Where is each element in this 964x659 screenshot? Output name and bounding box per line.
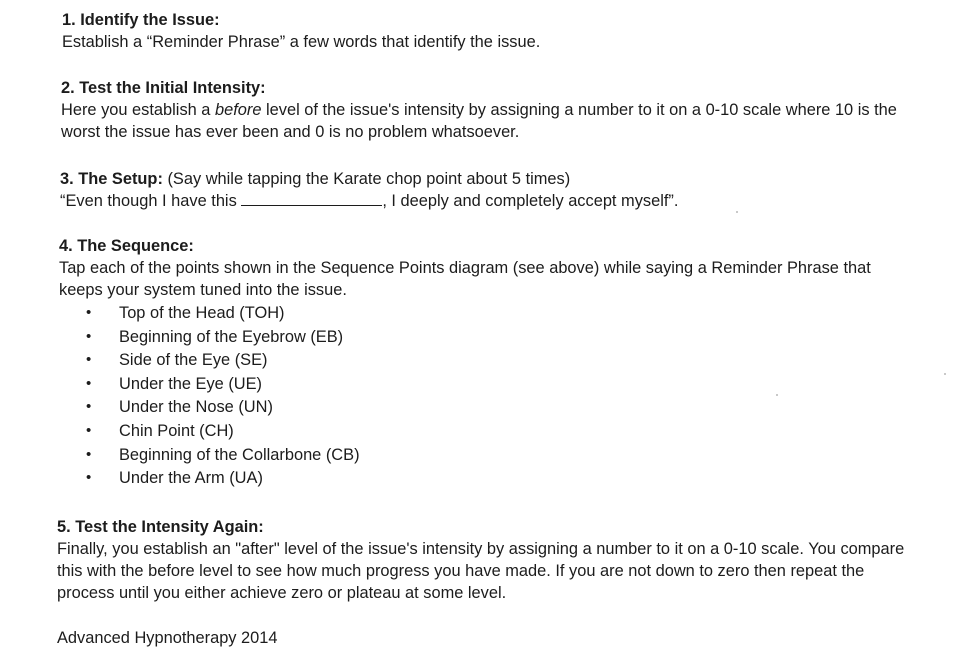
step-1-text: Establish a “Reminder Phrase” a few words that identify the issue. <box>62 33 541 51</box>
step-3-section <box>60 168 678 212</box>
bullet-icon: • <box>86 304 92 321</box>
bullet-icon: • <box>86 374 92 392</box>
bullet-icon: • <box>86 469 92 487</box>
step-5-heading: 5. Test the Intensity Again: <box>57 518 264 536</box>
step-4-text-line-1: Tap each of the points shown in the Sequence Points diagram (see above) while saying a Reminder Phrase that <box>59 259 871 277</box>
step-3-phrase-pre: “Even though I have this <box>60 192 242 210</box>
point-label: Under the Arm (UA) <box>119 469 263 488</box>
point-label: Beginning of the Collarbone (CB) <box>119 445 360 464</box>
bullet-icon: • <box>86 327 92 345</box>
step-5-section <box>57 516 904 604</box>
list-item <box>86 302 871 326</box>
list-item <box>86 467 871 491</box>
footer-text: Advanced Hypnotherapy 2014 <box>57 629 278 647</box>
step-3-heading-line <box>60 168 678 190</box>
scan-speck <box>736 211 738 213</box>
step-3-phrase <box>60 190 678 212</box>
list-item <box>86 444 871 468</box>
point-label: Under the Eye (UE) <box>119 374 263 393</box>
bullet-icon: • <box>86 421 92 439</box>
step-5-text-line-1: Finally, you establish an "after" level of the issue's intensity by assigning a number to it on a 0-10 scale. You compare <box>57 540 905 558</box>
step-4-section <box>59 235 871 491</box>
point-label: Top of the Head (TOH) <box>119 304 285 322</box>
bullet-icon: • <box>86 398 92 416</box>
footer-section <box>57 627 278 649</box>
step-4-text-line-2: keeps your system tuned into the issue. <box>59 281 347 299</box>
list-item <box>86 420 871 444</box>
bullet-icon: • <box>86 351 92 369</box>
step-2-section <box>61 77 897 143</box>
step-1-section <box>62 9 540 53</box>
step-2-text-line-2: worst the issue has ever been and 0 is no problem whatsoever. <box>61 123 520 141</box>
list-item <box>86 326 871 350</box>
step-2-heading: 2. Test the Initial Intensity: <box>61 79 266 97</box>
point-label: Chin Point (CH) <box>119 421 234 440</box>
sequence-points-list <box>86 302 871 491</box>
scan-speck <box>776 394 778 396</box>
point-label: Beginning of the Eyebrow (EB) <box>119 327 344 346</box>
step-5-text-line-2: this with the before level to see how much progress you have made. If you are not down to zero then repeat the <box>57 562 865 580</box>
list-item <box>86 396 871 420</box>
point-label: Side of the Eye (SE) <box>119 351 268 370</box>
scan-speck <box>944 373 946 375</box>
step-5-text-line-3: process until you either achieve zero or plateau at some level. <box>57 584 507 602</box>
step-3-phrase-post: , I deeply and completely accept myself”. <box>382 192 679 210</box>
step-2-emphasis: before <box>214 101 262 119</box>
step-3-note: (Say while tapping the Karate chop point about 5 times) <box>162 170 571 188</box>
step-4-heading: 4. The Sequence: <box>59 237 194 255</box>
list-item <box>86 349 871 373</box>
list-item <box>86 373 871 397</box>
step-2-text-post: level of the issue's intensity by assigning a number to it on a 0-10 scale where 10 is the <box>261 101 897 119</box>
step-2-text-line-1 <box>61 99 897 121</box>
step-3-heading: 3. The Setup: <box>60 170 163 188</box>
point-label: Under the Nose (UN) <box>119 398 273 417</box>
fill-in-blank <box>241 191 382 206</box>
step-2-text-pre: Here you establish a <box>61 101 215 119</box>
step-1-heading: 1. Identify the Issue: <box>62 11 220 29</box>
bullet-icon: • <box>86 445 92 463</box>
